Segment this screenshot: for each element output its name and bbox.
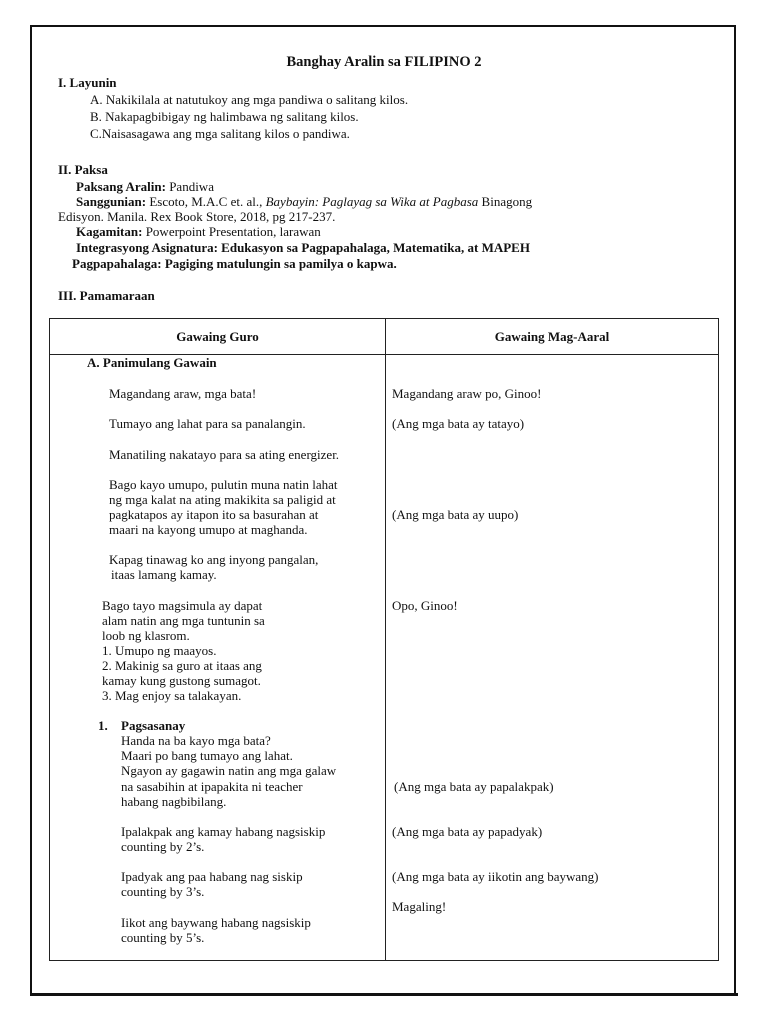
guro-line: Tumayo ang lahat para sa panalangin.	[109, 416, 306, 431]
layunin-heading: I. Layunin	[58, 75, 117, 90]
mag-aaral-line: Opo, Ginoo!	[392, 598, 458, 613]
kagamitan-value: Powerpoint Presentation, larawan	[145, 224, 321, 239]
guro-line: pagkatapos ay itapon ito sa basurahan at	[109, 507, 319, 522]
guro-rule: 1. Umupo ng maayos.	[102, 643, 217, 658]
mag-aaral-line: (Ang mga bata ay iikotin ang baywang)	[392, 869, 599, 884]
pagsasanay-line: Ngayon ay gagawin natin ang mga galaw	[121, 763, 337, 778]
layunin-item-b: B. Nakapagbibigay ng halimbawa ng salitang kilos.	[90, 109, 359, 124]
pagsasanay-line: Maari po bang tumayo ang lahat.	[121, 748, 293, 763]
pagsasanay-line: Ipalakpak ang kamay habang nagsiskip	[121, 824, 326, 839]
document-title: Banghay Aralin sa FILIPINO 2	[286, 54, 482, 70]
pagsasanay-line: na sasabihin at ipapakita ni teacher	[121, 779, 303, 794]
guro-line: Bago tayo magsimula ay dapat	[102, 598, 263, 613]
guro-rule: 3. Mag enjoy sa talakayan.	[102, 688, 242, 703]
guro-line: alam natin ang mga tuntunin sa	[102, 613, 265, 628]
integrasyon-line: Integrasyong Asignatura: Edukasyon sa Pagpapahalaga, Matematika, at MAPEH	[76, 240, 530, 255]
guro-cell	[50, 355, 386, 961]
section-a-heading: A. Panimulang Gawain	[87, 355, 217, 370]
guro-rule: 2. Makinig sa guro at itaas ang	[102, 658, 262, 673]
sanggunian-label: Sanggunian:	[76, 194, 147, 209]
sanggunian-rest: Binagong	[481, 194, 533, 209]
sanggunian-book-title: Baybayin: Paglayag sa Wika at Pagbasa	[265, 194, 479, 209]
guro-line: Bago kayo umupo, pulutin muna natin lahat	[109, 477, 338, 492]
pagsasanay-heading: Pagsasanay	[121, 718, 186, 733]
guro-line: ng mga kalat na ating makikita sa paligid at	[109, 492, 336, 507]
pagsasanay-line: Ipadyak ang paa habang nag siskip	[121, 869, 303, 884]
guro-line: maari na kayong umupo at maghanda.	[109, 522, 308, 537]
mag-aaral-cell	[386, 355, 719, 961]
paksa-heading: II. Paksa	[58, 162, 108, 177]
kagamitan-line	[76, 224, 321, 240]
guro-line: itaas lamang kamay.	[111, 567, 217, 582]
paksang-aralin-label: Paksang Aralin:	[76, 179, 166, 194]
pamamaraan-table	[49, 318, 719, 961]
mag-aaral-line: (Ang mga bata ay papalakpak)	[394, 779, 554, 794]
mag-aaral-line: (Ang mga bata ay tatayo)	[392, 416, 525, 431]
mag-aaral-line: (Ang mga bata ay papadyak)	[392, 824, 543, 839]
paksang-aralin-value: Pandiwa	[169, 179, 214, 194]
pagsasanay-line: habang nagbibilang.	[121, 794, 227, 809]
pagsasanay-line: counting by 5’s.	[121, 930, 205, 945]
table-body-row	[50, 355, 719, 961]
pagsasanay-line: counting by 3’s.	[121, 884, 205, 899]
sanggunian-line-2: Edisyon. Manila. Rex Book Store, 2018, pg 217-237.	[58, 209, 336, 224]
sanggunian-line	[76, 194, 532, 210]
mag-aaral-line: Magandang araw po, Ginoo!	[392, 386, 542, 401]
page-border-shadow	[32, 993, 738, 996]
guro-line: Manatiling nakatayo para sa ating energizer.	[109, 447, 340, 462]
mag-aaral-line: Magaling!	[392, 899, 447, 914]
col-gawaing-mag-aaral: Gawaing Mag-Aaral	[386, 319, 719, 355]
pagsasanay-line: Iikot ang baywang habang nagsiskip	[121, 915, 311, 930]
col-gawaing-guro: Gawaing Guro	[50, 319, 386, 355]
guro-line: loob ng klasrom.	[102, 628, 190, 643]
pagsasanay-number: 1.	[98, 718, 108, 733]
guro-line: Kapag tinawag ko ang inyong pangalan,	[109, 552, 319, 567]
table-header-row	[50, 319, 719, 355]
guro-line: Magandang araw, mga bata!	[109, 386, 257, 401]
sanggunian-authors: Escoto, M.A.C et. al.,	[149, 194, 263, 209]
pagsasanay-line: counting by 2’s.	[121, 839, 205, 854]
kagamitan-label: Kagamitan:	[76, 224, 143, 239]
layunin-item-a: A. Nakikilala at natutukoy ang mga pandiwa o salitang kilos.	[90, 92, 409, 107]
guro-line: kamay kung gustong sumagot.	[102, 673, 261, 688]
paksang-aralin-line	[76, 179, 214, 195]
layunin-item-c: C.Naisasagawa ang mga salitang kilos o pandiwa.	[90, 126, 350, 141]
pamamaraan-heading: III. Pamamaraan	[58, 288, 155, 303]
pagpapahalaga-line: Pagpapahalaga: Pagiging matulungin sa pamilya o kapwa.	[72, 256, 397, 271]
pagsasanay-line: Handa na ba kayo mga bata?	[121, 733, 271, 748]
mag-aaral-line: (Ang mga bata ay uupo)	[392, 507, 519, 522]
